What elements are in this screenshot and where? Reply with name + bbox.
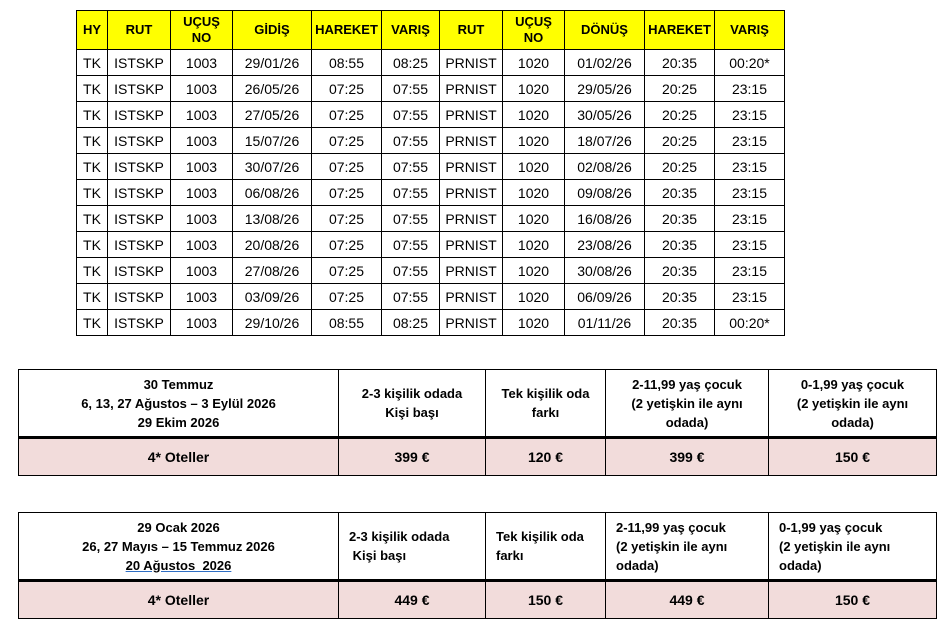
flight-cell: 18/07/26	[565, 128, 645, 154]
flight-row	[77, 206, 785, 232]
price-row	[19, 581, 937, 619]
flight-row	[77, 154, 785, 180]
flight-cell: 1020	[503, 310, 565, 336]
flight-cell: 1003	[171, 206, 233, 232]
flight-cell: 23:15	[715, 258, 785, 284]
col-header: HY	[77, 11, 108, 50]
flight-cell: TK	[77, 284, 108, 310]
flight-cell: PRNIST	[440, 206, 503, 232]
date-line: 29 Ocak 2026	[137, 519, 220, 535]
date-line: 6, 13, 27 Ağustos – 3 Eylül 2026	[81, 395, 276, 411]
price-table-2	[18, 512, 937, 619]
col-header: VARIŞ	[382, 11, 440, 50]
single-supplement-header	[486, 370, 606, 438]
flight-cell: 07:25	[312, 76, 382, 102]
flight-cell: 13/08/26	[233, 206, 312, 232]
flight-cell: 07:55	[382, 180, 440, 206]
flight-row	[77, 180, 785, 206]
flight-cell: PRNIST	[440, 232, 503, 258]
flight-cell: 07:25	[312, 154, 382, 180]
flight-cell: 00:20*	[715, 50, 785, 76]
price-header-row	[19, 513, 937, 581]
flight-cell: 1020	[503, 102, 565, 128]
flight-cell: 29/01/26	[233, 50, 312, 76]
flight-cell: 07:55	[382, 128, 440, 154]
flight-cell: TK	[77, 102, 108, 128]
flight-cell: 00:20*	[715, 310, 785, 336]
flight-cell: 08:25	[382, 50, 440, 76]
price-double: 399 €	[339, 438, 486, 476]
flight-cell: 03/09/26	[233, 284, 312, 310]
flight-cell: 20:25	[645, 128, 715, 154]
flight-cell: TK	[77, 258, 108, 284]
date-range-cell	[19, 370, 339, 438]
col-header: UÇUŞ NO	[503, 11, 565, 50]
flight-cell: TK	[77, 50, 108, 76]
flight-cell: PRNIST	[440, 128, 503, 154]
flight-cell: TK	[77, 206, 108, 232]
flight-cell: 23/08/26	[565, 232, 645, 258]
flight-rows	[77, 50, 785, 336]
date-line: 26, 27 Mayıs – 15 Temmuz 2026	[82, 538, 275, 554]
flight-cell: ISTSKP	[108, 206, 171, 232]
flight-cell: 1020	[503, 258, 565, 284]
flight-cell: PRNIST	[440, 258, 503, 284]
header-line: 0-1,99 yaş çocuk	[800, 376, 905, 392]
flight-row	[77, 128, 785, 154]
flight-cell: 1003	[171, 128, 233, 154]
flight-cell: 07:25	[312, 128, 382, 154]
flight-cell: 07:55	[382, 154, 440, 180]
flight-row	[77, 284, 785, 310]
flight-cell: ISTSKP	[108, 128, 171, 154]
flight-cell: 1020	[503, 232, 565, 258]
price-header-row	[19, 370, 937, 438]
flight-cell: 01/11/26	[565, 310, 645, 336]
flight-row	[77, 102, 785, 128]
header-line: 0-1,99 yaş çocuk	[779, 519, 883, 535]
flight-cell: 08:25	[382, 310, 440, 336]
flight-row	[77, 310, 785, 336]
flight-cell: 23:15	[715, 284, 785, 310]
header-line: 2-11,99 yaş çocuk	[616, 519, 726, 535]
col-header: HAREKET	[645, 11, 715, 50]
flight-cell: 1003	[171, 258, 233, 284]
price-table-1	[18, 369, 937, 476]
date-line: 30 Temmuz	[143, 376, 214, 392]
flight-cell: 07:55	[382, 76, 440, 102]
flight-cell: 30/08/26	[565, 258, 645, 284]
flight-cell: 20:35	[645, 258, 715, 284]
header-line: odada)	[665, 414, 709, 430]
header-line: farkı	[496, 548, 524, 563]
flight-cell: 07:25	[312, 284, 382, 310]
flight-cell: 23:15	[715, 154, 785, 180]
flight-cell: 02/08/26	[565, 154, 645, 180]
child-header	[606, 513, 769, 581]
flight-cell: 23:15	[715, 232, 785, 258]
flight-cell: 20:35	[645, 50, 715, 76]
flight-cell: ISTSKP	[108, 154, 171, 180]
flight-cell: 1003	[171, 232, 233, 258]
col-header: HAREKET	[312, 11, 382, 50]
hotel-category: 4* Oteller	[19, 438, 339, 476]
double-room-header	[339, 370, 486, 438]
header-line: 2-3 kişilik odada	[349, 529, 450, 544]
col-header: RUT	[108, 11, 171, 50]
flight-row	[77, 232, 785, 258]
double-room-header	[339, 513, 486, 581]
price-child: 399 €	[606, 438, 769, 476]
flight-cell: 1020	[503, 76, 565, 102]
flight-cell: 07:25	[312, 206, 382, 232]
header-line: 2-11,99 yaş çocuk	[632, 376, 742, 392]
flight-cell: PRNIST	[440, 180, 503, 206]
price-child: 449 €	[606, 581, 769, 619]
date-range-cell	[19, 513, 339, 581]
flight-cell: 07:25	[312, 180, 382, 206]
flight-cell: 07:55	[382, 258, 440, 284]
flight-cell: 1003	[171, 180, 233, 206]
header-line: Tek kişilik oda	[496, 529, 584, 544]
flight-cell: 23:15	[715, 206, 785, 232]
flight-cell: 1003	[171, 76, 233, 102]
flight-cell: ISTSKP	[108, 76, 171, 102]
header-line: Tek kişilik oda	[501, 386, 590, 401]
flight-cell: 20:25	[645, 154, 715, 180]
col-header: RUT	[440, 11, 503, 50]
flight-cell: 06/08/26	[233, 180, 312, 206]
price-single: 150 €	[486, 581, 606, 619]
flight-cell: ISTSKP	[108, 180, 171, 206]
flight-cell: 20:35	[645, 310, 715, 336]
flight-cell: 01/02/26	[565, 50, 645, 76]
flight-cell: 1020	[503, 284, 565, 310]
flight-cell: 23:15	[715, 180, 785, 206]
flight-cell: 20:25	[645, 102, 715, 128]
header-line: (2 yetişkin ile aynı	[796, 395, 909, 411]
flight-cell: ISTSKP	[108, 50, 171, 76]
flight-row	[77, 76, 785, 102]
header-line: odada)	[779, 557, 822, 573]
header-line: (2 yetişkin ile aynı	[779, 538, 891, 554]
flight-cell: TK	[77, 232, 108, 258]
flight-cell: ISTSKP	[108, 284, 171, 310]
flight-cell: 1020	[503, 128, 565, 154]
flight-cell: 23:15	[715, 76, 785, 102]
flight-cell: 1003	[171, 50, 233, 76]
infant-header	[769, 513, 937, 581]
col-header: VARIŞ	[715, 11, 785, 50]
header-line: 2-3 kişilik odada	[361, 386, 463, 401]
flight-cell: 1003	[171, 102, 233, 128]
col-header: GİDİŞ	[233, 11, 312, 50]
flight-cell: 07:55	[382, 102, 440, 128]
date-line: 29 Ekim 2026	[137, 414, 220, 430]
price-infant: 150 €	[769, 581, 937, 619]
single-supplement-header	[486, 513, 606, 581]
flight-cell: 06/09/26	[565, 284, 645, 310]
flight-cell: 1020	[503, 180, 565, 206]
flight-row	[77, 258, 785, 284]
flight-cell: 29/10/26	[233, 310, 312, 336]
flight-cell: PRNIST	[440, 50, 503, 76]
flight-cell: 23:15	[715, 102, 785, 128]
infant-header	[769, 370, 937, 438]
price-infant: 150 €	[769, 438, 937, 476]
flight-cell: TK	[77, 310, 108, 336]
flight-cell: 20:35	[645, 180, 715, 206]
header-line: odada)	[831, 414, 874, 430]
col-header: UÇUŞ NO	[171, 11, 233, 50]
flight-cell: PRNIST	[440, 154, 503, 180]
flight-cell: ISTSKP	[108, 310, 171, 336]
flight-cell: ISTSKP	[108, 102, 171, 128]
flight-cell: 09/08/26	[565, 180, 645, 206]
flight-row	[77, 50, 785, 76]
flight-cell: 15/07/26	[233, 128, 312, 154]
flight-cell: 1003	[171, 154, 233, 180]
flight-cell: PRNIST	[440, 310, 503, 336]
flight-cell: 1003	[171, 310, 233, 336]
flight-cell: 20:35	[645, 284, 715, 310]
flight-cell: PRNIST	[440, 284, 503, 310]
flight-cell: 23:15	[715, 128, 785, 154]
flight-cell: 1020	[503, 206, 565, 232]
flight-cell: PRNIST	[440, 76, 503, 102]
hotel-category: 4* Oteller	[19, 581, 339, 619]
flight-cell: 20:35	[645, 206, 715, 232]
flight-cell: 20:25	[645, 76, 715, 102]
header-line: farkı	[531, 405, 560, 420]
flight-cell: 07:55	[382, 284, 440, 310]
flight-cell: 07:55	[382, 232, 440, 258]
price-single: 120 €	[486, 438, 606, 476]
header-line: Kişi başı	[385, 405, 439, 420]
flight-cell: 1020	[503, 50, 565, 76]
flight-cell: 08:55	[312, 50, 382, 76]
flight-schedule-table	[76, 10, 785, 336]
flight-cell: 20/08/26	[233, 232, 312, 258]
flight-cell: 1020	[503, 154, 565, 180]
flight-cell: TK	[77, 76, 108, 102]
flight-cell: TK	[77, 180, 108, 206]
col-header: DÖNÜŞ	[565, 11, 645, 50]
flight-cell: PRNIST	[440, 102, 503, 128]
flight-cell: 16/08/26	[565, 206, 645, 232]
header-line: (2 yetişkin ile aynı	[631, 395, 743, 411]
child-header	[606, 370, 769, 438]
flight-cell: 07:55	[382, 206, 440, 232]
date-line: 20 Ağustos 2026	[125, 557, 232, 573]
flight-cell: 29/05/26	[565, 76, 645, 102]
flight-cell: 30/05/26	[565, 102, 645, 128]
flight-cell: TK	[77, 154, 108, 180]
flight-cell: 26/05/26	[233, 76, 312, 102]
header-line: (2 yetişkin ile aynı	[616, 538, 728, 554]
flight-cell: TK	[77, 128, 108, 154]
flight-cell: 07:25	[312, 258, 382, 284]
header-line: Kişi başı	[349, 548, 407, 563]
flight-cell: 20:35	[645, 232, 715, 258]
price-row	[19, 438, 937, 476]
price-double: 449 €	[339, 581, 486, 619]
flight-cell: 27/05/26	[233, 102, 312, 128]
flight-cell: 08:55	[312, 310, 382, 336]
flight-cell: 27/08/26	[233, 258, 312, 284]
header-line: odada)	[616, 557, 659, 573]
flight-cell: ISTSKP	[108, 232, 171, 258]
flight-cell: 30/07/26	[233, 154, 312, 180]
flight-cell: ISTSKP	[108, 258, 171, 284]
flight-header-row	[77, 11, 785, 50]
flight-cell: 1003	[171, 284, 233, 310]
flight-cell: 07:25	[312, 102, 382, 128]
flight-cell: 07:25	[312, 232, 382, 258]
